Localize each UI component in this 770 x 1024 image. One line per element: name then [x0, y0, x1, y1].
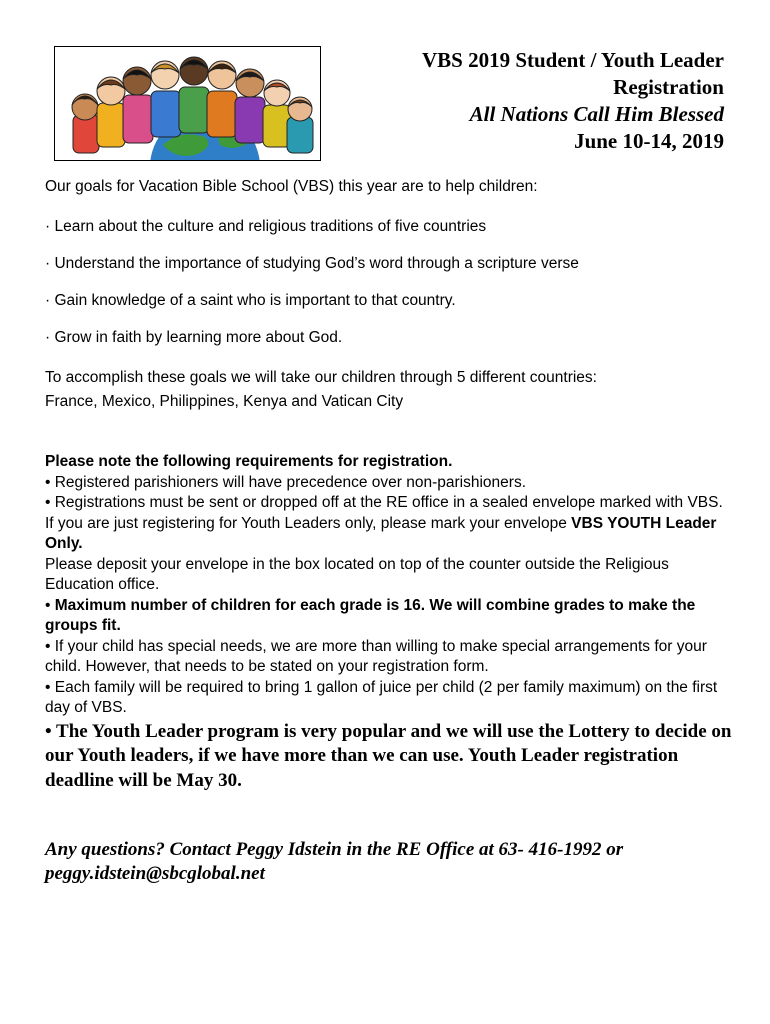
logo-image — [54, 46, 321, 161]
requirement-item: • Registered parishioners will have precedence over non-parishioners. — [45, 473, 527, 491]
children-globe-icon — [55, 47, 320, 160]
goal-item: · Understand the importance of studying God’s word through a scripture verse — [45, 255, 579, 272]
contact-info: Any questions? Contact Peggy Idstein in the RE Office at 63- 416-1992 or peggy.idstein@sbcglobal.net — [45, 839, 624, 884]
requirement-bullet: • — [45, 596, 55, 614]
countries-line1: To accomplish these goals we will take our children through 5 different countries: — [45, 369, 597, 386]
requirement-item: • If your child has special needs, we are more than willing to make special arrangements for your child. However, that needs to be stated on your registration form. — [45, 637, 707, 675]
theme-title: All Nations Call Him Blessed — [469, 102, 724, 126]
title-block — [324, 47, 724, 155]
requirement-item — [45, 493, 735, 555]
requirement-item — [45, 596, 735, 637]
requirement-bold: VBS YOUTH Leader Only. — [45, 514, 717, 552]
requirement-text: • Registrations must be sent or dropped off at the RE office in a sealed envelope marked with VBS. If you are just registering for Youth Leaders only, please mark your envelope — [45, 494, 723, 532]
lottery-notice: • The Youth Leader program is very popular and we will use the Lottery to decide on our Youth leaders, if we have more than we can use. Youth Leader registration deadline will be May 30. — [45, 720, 732, 791]
goal-item: · Learn about the culture and religious traditions of five countries — [45, 218, 487, 235]
countries-paragraph — [45, 366, 597, 414]
goals-lead: Our goals for Vacation Bible School (VBS) this year are to help children: — [45, 178, 538, 195]
goal-item: · Grow in faith by learning more about God. — [45, 329, 343, 346]
goal-item: · Gain knowledge of a saint who is important to that country. — [45, 292, 456, 309]
goals-section — [45, 178, 735, 410]
requirement-bold: Maximum number of children for each grade is 16. We will combine grades to make the groups fit. — [45, 596, 696, 634]
requirement-item: • Each family will be required to bring 1 gallon of juice per child (2 per family maximum) on the first day of VBS. — [45, 678, 718, 716]
event-dates: June 10-14, 2019 — [574, 129, 724, 153]
requirements-heading: Please note the following requirements for registration. — [45, 453, 453, 470]
requirement-note: Please deposit your envelope in the box located on top of the counter outside the Religious Education office. — [45, 555, 669, 593]
page-title: VBS 2019 Student / Youth Leader — [421, 48, 724, 72]
page-title-line2: Registration — [613, 75, 724, 99]
requirements-section — [45, 452, 735, 793]
countries-line2: France, Mexico, Philippines, Kenya and Vatican City — [45, 393, 404, 410]
